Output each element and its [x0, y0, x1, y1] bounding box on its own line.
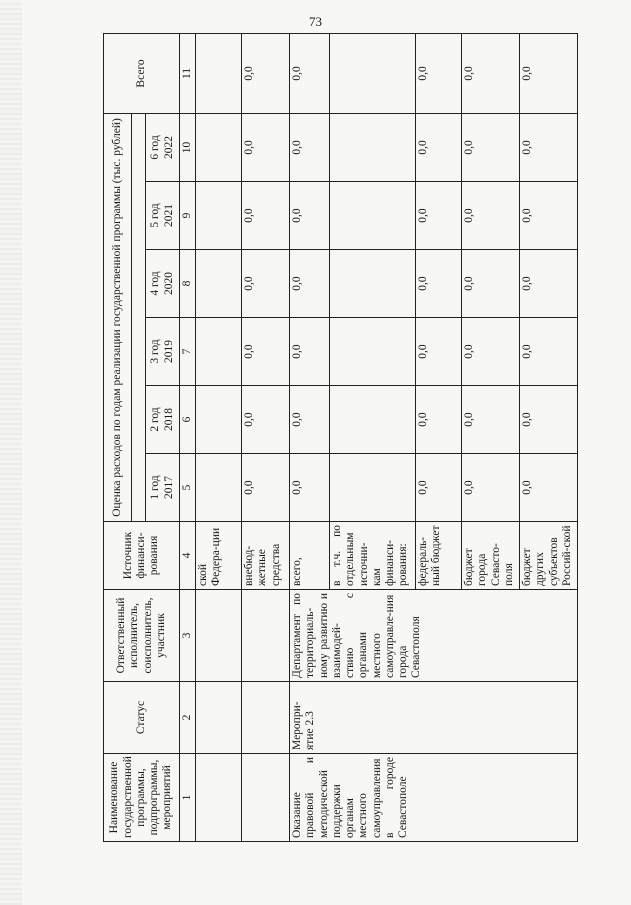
col-num: 3	[180, 590, 196, 682]
source-cell: бюджет города Севасто-поля	[462, 522, 520, 590]
col-num: 8	[180, 250, 196, 318]
header-executor: Ответственный исполнитель, соисполнитель, участник	[104, 590, 180, 682]
header-year-6: 6 год 2022	[146, 113, 180, 181]
source-cell: всего,	[290, 522, 330, 590]
col-num: 9	[180, 182, 196, 250]
measure-name: Оказание правовой и методической поддержки органам местного самоуправления в городе Севастополе	[290, 754, 578, 842]
measure-executor: Департамент по территориаль-ному развитию и взаимодей-ствию с органами местного самоуправле-ния города Севастополя	[290, 590, 578, 682]
header-year-4: 4 год 2020	[146, 250, 180, 318]
table-row: федераль-ный бюджет 0,0 0,0 0,0 0,0 0,0 0,0 0,0	[416, 33, 462, 841]
page-number: 73	[309, 14, 322, 29]
scan-edge	[0, 0, 22, 905]
column-number-row	[180, 33, 196, 841]
col-num: 4	[180, 522, 196, 590]
header-estimate: Оценка расходов по годам реализации государственной программы (тыс. рублей)	[104, 113, 132, 521]
header-year-2: 2 год 2018	[146, 386, 180, 454]
rotated-table-wrapper	[103, 34, 601, 842]
header-status: Статус	[104, 682, 180, 754]
col-num: 2	[180, 682, 196, 754]
col-num: 10	[180, 113, 196, 181]
header-total: Всего	[104, 33, 180, 113]
budget-table	[103, 33, 578, 842]
header-year-3: 3 год 2019	[146, 318, 180, 386]
source-cell: федераль-ный бюджет	[416, 522, 462, 590]
col-num: 6	[180, 386, 196, 454]
header-year-1: 1 год 2017	[146, 454, 180, 522]
header-source: Источник финанси-рования	[104, 522, 180, 590]
header-year-5: 5 год 2021	[146, 182, 180, 250]
col-num: 11	[180, 33, 196, 113]
source-cell: в т.ч. по отдельным источни-кам финанси-рования:	[330, 522, 416, 590]
source-cell: внебюд-жетные средства	[242, 522, 290, 590]
table-row: внебюд-жетные средства 0,0 0,0 0,0 0,0 0,0 0,0 0,0	[242, 33, 290, 841]
table-row	[196, 33, 242, 841]
col-num: 7	[180, 318, 196, 386]
table-row: Оказание правовой и методической поддержки органам местного самоуправления в городе Севастополе Меропри-ятие 2.3 Департамент по территориаль-ному развитию и взаимодей-ствию с органами местного самоуправле-ния города Севастополя всего, 0,0 0,0 0,0 0,0 0,0 0,0 0,0	[290, 33, 330, 841]
source-cell: ской Федера-ции	[196, 522, 242, 590]
header-name: Наименование государственной программы, подпрограммы, мероприятий	[104, 754, 180, 842]
col-num: 1	[180, 754, 196, 842]
col-num: 5	[180, 454, 196, 522]
source-cell: бюджет других субъектов Россий-ской	[520, 522, 578, 590]
table-row: бюджет города Севасто-поля 0,0 0,0 0,0 0,0 0,0 0,0 0,0	[462, 33, 520, 841]
measure-status: Меропри-ятие 2.3	[290, 682, 578, 754]
header-spacer	[132, 113, 146, 521]
table-row: бюджет других субъектов Россий-ской 0,0 0,0 0,0 0,0 0,0 0,0 0,0	[520, 33, 578, 841]
